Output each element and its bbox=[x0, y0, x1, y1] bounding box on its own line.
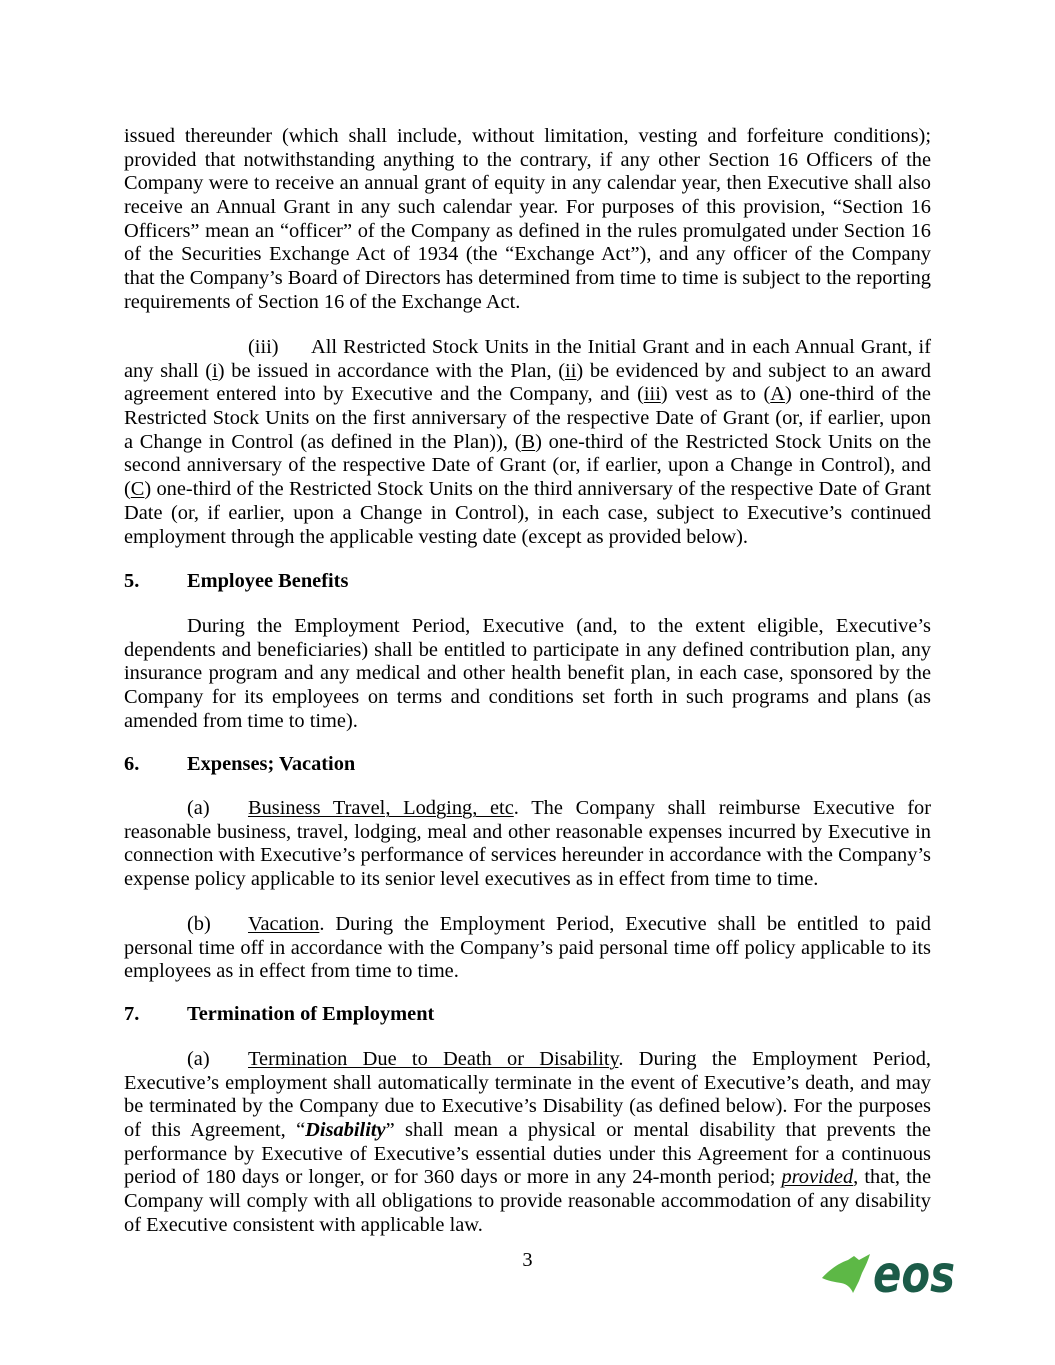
text-line: During the Employment Period, Executive (and, to the extent eligible, Executive’s bbox=[187, 615, 931, 637]
text-line bbox=[124, 336, 931, 360]
text-line bbox=[124, 1143, 931, 1167]
text-segment: any shall ( bbox=[124, 359, 213, 382]
text-line: employees as in effect from time to time. bbox=[124, 960, 459, 983]
underlined-term: i bbox=[212, 359, 218, 382]
text-line bbox=[124, 1190, 931, 1214]
text-segment: a Change in Control (as defined in the Plan)), ( bbox=[124, 430, 522, 453]
text-segment: employment through the applicable vesting date (except as provided below). bbox=[124, 525, 748, 548]
text-segment: . The Company shall reimburse Executive for bbox=[513, 797, 931, 819]
text-line: receive an Annual Grant in any such calendar year. For purposes of this provision, “Section 16 bbox=[124, 196, 931, 219]
text-line bbox=[124, 1095, 931, 1119]
text-line bbox=[124, 797, 931, 821]
text-line: personal time off in accordance with the Company’s paid personal time off policy applicable to its bbox=[124, 936, 931, 959]
underlined-term: ii bbox=[565, 359, 577, 382]
text-segment: period of 180 days or longer, or for 360 days or more in any 24-month period; bbox=[124, 1166, 782, 1189]
text-line: dependents and beneficiaries) shall be entitled to participate in any defined contribution plan, any bbox=[124, 638, 931, 661]
text-segment: ) one-third of the Restricted Stock Units on the third anniversary of the respective Date of Grant bbox=[144, 478, 931, 501]
text-segment: ” shall mean a physical or mental disability that prevents the bbox=[385, 1119, 931, 1142]
eos-logo bbox=[815, 1245, 960, 1305]
text-line: issued thereunder (which shall include, without limitation, vesting and forfeiture conditions); bbox=[124, 125, 931, 147]
text-line bbox=[124, 360, 931, 384]
section-number: 7. bbox=[124, 1003, 140, 1025]
text-line: requirements of Section 16 of the Exchange Act. bbox=[124, 290, 521, 313]
underlined-caption: Vacation bbox=[248, 913, 320, 935]
paragraph-continuation bbox=[124, 125, 931, 315]
section-title: Expenses; Vacation bbox=[187, 753, 356, 775]
text-line: amended from time to time). bbox=[124, 709, 358, 732]
text-line: connection with Executive’s performance of services hereunder in accordance with the Company’s bbox=[124, 844, 931, 867]
text-line bbox=[124, 1166, 931, 1190]
text-line: of the Securities Exchange Act of 1934 (the “Exchange Act”), and any officer of the Company bbox=[124, 243, 931, 266]
text-segment: ) one-third of the Restricted Stock Units on the bbox=[535, 430, 931, 453]
heading-line bbox=[124, 753, 931, 777]
underlined-term: A bbox=[770, 383, 785, 406]
clause-marker: (a) bbox=[187, 1048, 210, 1070]
emphasized-term: provided bbox=[781, 1166, 854, 1189]
eos-leaf-icon bbox=[822, 1254, 870, 1293]
text-segment: of this Agreement, “ bbox=[124, 1119, 306, 1142]
text-line: reasonable business, travel, lodging, meal and other reasonable expenses incurred by Executive in bbox=[124, 820, 931, 843]
text-segment: be terminated by the Company due to Executive’s Disability (as defined below). For the purposes bbox=[124, 1095, 931, 1118]
clause-marker: (b) bbox=[187, 913, 211, 935]
section-number: 6. bbox=[124, 753, 140, 775]
text-line: expense policy applicable to its senior level executives as in effect from time to time. bbox=[124, 868, 819, 891]
clause-iii bbox=[124, 336, 931, 549]
underlined-caption: Business Travel, Lodging, etc bbox=[248, 797, 514, 819]
text-segment: . During the Employment Period, bbox=[618, 1048, 931, 1070]
text-line bbox=[124, 913, 931, 937]
text-line: Company for its employees on terms and conditions set forth in such programs and plans (as bbox=[124, 686, 931, 709]
text-line bbox=[124, 1048, 931, 1072]
page-number: 3 bbox=[522, 1249, 533, 1271]
underlined-term: C bbox=[130, 478, 145, 501]
text-line bbox=[124, 407, 931, 431]
text-line: that the Company’s Board of Directors has determined from time to time is subject to the reporting bbox=[124, 267, 931, 290]
text-segment: ) be issued in accordance with the Plan, ( bbox=[217, 359, 566, 382]
text-line: insurance program and any medical and other health benefit plan, in each case, sponsored by the bbox=[124, 662, 931, 685]
heading-line bbox=[124, 1003, 931, 1027]
section-heading bbox=[124, 753, 931, 777]
text-line bbox=[124, 431, 931, 455]
text-line bbox=[124, 502, 931, 526]
text-segment: of Executive consistent with applicable law. bbox=[124, 1213, 483, 1236]
section-7a-body bbox=[124, 1048, 931, 1238]
section-heading bbox=[124, 1003, 931, 1027]
text-line bbox=[124, 1119, 931, 1143]
text-line: Company were to receive an annual grant of equity in any calendar year, then Executive shall also bbox=[124, 172, 931, 195]
text-segment: ( bbox=[124, 478, 131, 501]
underlined-caption: Termination Due to Death or Disability bbox=[248, 1048, 619, 1070]
text-segment: ) vest as to ( bbox=[660, 383, 771, 406]
text-segment: agreement entered into by Executive and the Company, and ( bbox=[124, 383, 644, 406]
text-line bbox=[124, 383, 931, 407]
text-line bbox=[124, 1072, 931, 1096]
heading-line bbox=[124, 570, 931, 594]
text-segment: Date (or, if earlier, upon a Change in Control), in each case, subject to Executive’s continued bbox=[124, 501, 931, 524]
clause-marker: (iii) bbox=[248, 336, 279, 358]
defined-term: Disability bbox=[305, 1119, 386, 1142]
text-line: provided that notwithstanding anything to the contrary, if any other Section 16 Officers of the bbox=[124, 148, 931, 171]
eos-wordmark: eos bbox=[873, 1245, 955, 1305]
section-number: 5. bbox=[124, 570, 140, 592]
text-segment: Executive’s employment shall automatically terminate in the event of Executive’s death, and may bbox=[124, 1071, 931, 1094]
text-segment: Restricted Stock Units on the first anniversary of the respective Date of Grant (or, if earlier, upon bbox=[124, 407, 931, 430]
section-title: Termination of Employment bbox=[187, 1003, 435, 1025]
underlined-term: iii bbox=[643, 383, 661, 406]
text-line bbox=[124, 1214, 931, 1238]
text-segment: All Restricted Stock Units in the Initial Grant and in each Annual Grant, if bbox=[311, 336, 931, 358]
text-segment: performance by Executive of Executive’s essential duties under this Agreement for a continuous bbox=[124, 1142, 931, 1165]
text-segment: . During the Employment Period, Executive shall be entitled to paid bbox=[319, 913, 931, 935]
text-line bbox=[124, 454, 931, 478]
section-title: Employee Benefits bbox=[187, 570, 349, 592]
text-line: Officers” mean an “officer” of the Company as defined in the rules promulgated under Section 16 bbox=[124, 219, 931, 242]
underlined-term: B bbox=[521, 430, 536, 453]
text-line bbox=[124, 478, 931, 502]
section-6a-body bbox=[124, 797, 931, 892]
text-line bbox=[124, 526, 931, 550]
text-segment: , that, the bbox=[853, 1166, 931, 1189]
text-segment: Company will comply with all obligations to provide reasonable accommodation of any disability bbox=[124, 1190, 931, 1213]
section-heading bbox=[124, 570, 931, 594]
text-segment: ) one-third of the bbox=[784, 383, 931, 406]
text-segment: ) be evidenced by and subject to an award bbox=[576, 359, 931, 382]
section-5-body bbox=[124, 615, 931, 733]
clause-marker: (a) bbox=[187, 797, 210, 819]
section-6b-body bbox=[124, 913, 931, 984]
text-segment: second anniversary of the respective Date of Grant (or, if earlier, upon a Change in Control), and bbox=[124, 454, 931, 477]
